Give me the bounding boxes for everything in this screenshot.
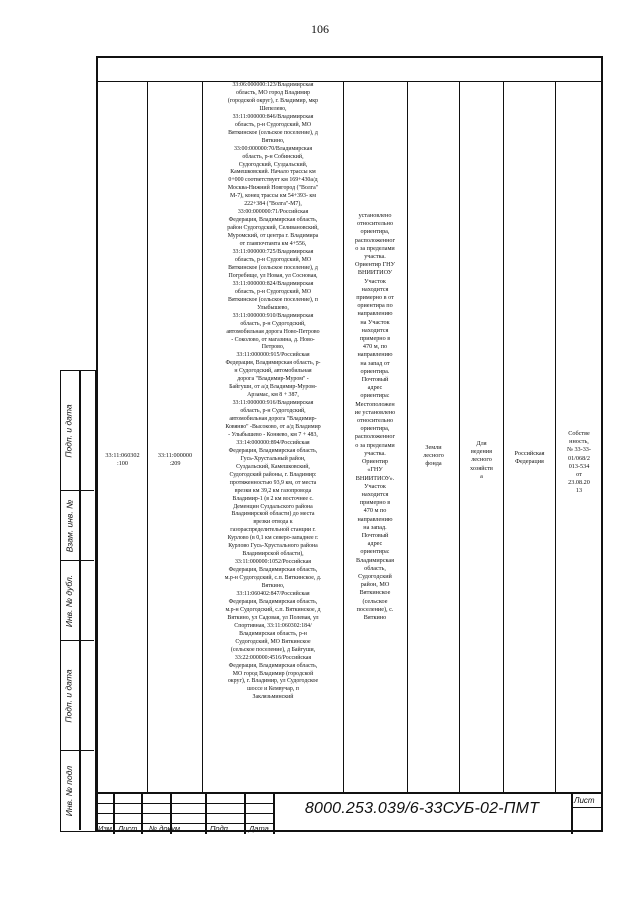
sidebar-label-replace-inv: Взам. инв. № xyxy=(64,499,75,552)
permitted-use-cell: Для ведения лесного хозяйств а xyxy=(470,440,493,480)
sidebar-label-orig-inv: Инв. № подл xyxy=(64,765,75,816)
col-divider xyxy=(503,82,504,792)
page-number: 106 xyxy=(311,22,329,36)
address-list-cell: 33:06:000000:123/Владимирская область, МО город Владимир (городской округ), г. Владимир, мкр Шепелево, 33:11:000000:846/Владимирская область, р-н Судогодский, МО Вяткинское (сельское поселение), д Вяткино, 33:00:000000:70/Владимирская область, р-н Собинский, Судогодский, Суздальский, Камешковский. Начало трассы км 0+000 соответствует км 169+430а/д Москва-Нижний Новгород ("Волга" М-7), конец трассы км 54+393- км 222+384 ("Волга"-М7), 33:00:000000:71/Российская Федерация, Владимирская область, район Судогодский, Селивановский, Муромский, от центра г. Владимира от главпочтамта км 4+556, 33:11:000000:725/Владимирская область, р-н Судогодский, МО Вяткинское (сельское поселение), д Погребище, ул Новая, ул Сосновая, 33:11:000000:824/Владимирская область, р-н Судогодский, МО Вяткинское (сельское поселение), п Улыбышево, 33:11:000000:910/Владимирская область, р-н Судогодский, автомобильная дорога Ново-Петрово - Соколово, от магазина, д. Ново- Петрово, 33:11:000000:915/Российская Федерация, Владимирская область, р- н Судогодский, автомобильная дорога "Владимир-Муром" - Байгуши, от а/д Владимир-Муром- Арзамас, км 8 + 387, 33:11:000000:916/Владимирская область, р-н Судогодский, автомобильная дорога "Владимир- Ковянво" -Высоково, от а/д Владимир - Улыбышево - Коняево, км 7 + 483, 33:14:000000:894/Российская Федерация, Владимирская область, Гусь-Хрустальный район, Суздальский, Камешковский, Судогодский районы, г. Владимир: протяженностью 93,9 км, от места врезки км 39,2 км газопровода Владимир-1 (в 2 км восточнее с. Деменцин Суздальского района Владимирской области) до места врезки отвода к газораспределительной станции г. Курлово (в 0,1 км северо-западнее г. Курлово Гусь-Хрустального района Владимирской области), 33:11:000000:1052/Российская Федерация, Владимирская область, м.р-н Судогодский, с.п. Вяткинское, д. Вяткино, 33:11:060402:847/Российская Федерация, Владимирская область, м.р-н Судогодский, с.п. Вяткинское, д Вяткино, ул Садовая, ул Полевая, ул Спортивная, 33:11:060302:184/ Владимирская область, р-н Судогодский, МО Вяткинское (сельское поселение), д Байгуши, 33:22:000000:4516/Российская Федерация, Владимирская область, МО город Владимир (городской округ), г. Владимир, ул Судогодское шоссе и Кемвучар, п Заклязьминский xyxy=(224,82,322,701)
sheet-label: Лист xyxy=(574,796,595,805)
cadastral-number-cell: 33:11:060302 :100 xyxy=(105,452,140,468)
document-code: 8000.253.039/6-33СУБ-02-ПМТ xyxy=(304,800,540,817)
title-block xyxy=(96,792,603,834)
location-description-cell: установлено относительно ориентира, расположенног о за пределами участка. Ориентир ГНУ ВНИИТИОУ Участок находится примерно в от ориентира по направлению на Участок находится примерно в 470 м, по направлению на запад от ориентира. Почтовый адрес ориентира: Местоположен ие установлено относительно ориентира, расположенног о за пределами участка. Ориентир «ГНУ ВНИИТИОУ». Участок находится примерно в 470 м по направлению на запад. Почтовый адрес ориентира: Владимирская область, Судогодский район, МО Вяткинское (сельское поселение), с. Вяткино xyxy=(354,212,396,621)
stamp-label-data: Дата xyxy=(249,824,269,833)
table-top-line xyxy=(96,81,603,82)
sidebar-label-dup-inv: Инв. № дубл. xyxy=(64,574,74,627)
col-divider xyxy=(407,82,408,792)
land-category-cell: Земли лесного фонда xyxy=(423,444,444,468)
sidebar-label-sign-date-1: Подп. и дата xyxy=(64,403,74,458)
stamp-label-izm: Изм xyxy=(98,824,112,833)
sidebar-label-sign-date-2: Подп. и дата xyxy=(64,668,74,723)
col-divider xyxy=(202,82,203,792)
sidebar-row-4 xyxy=(61,641,94,751)
col-divider xyxy=(459,82,460,792)
parent-cadastral-number-cell: 33:11:000000 :209 xyxy=(157,452,193,468)
sidebar-row-1 xyxy=(61,371,94,491)
stamp-label-doc: № докум. xyxy=(149,824,183,833)
sidebar-row-3 xyxy=(61,561,94,641)
sidebar-row-5 xyxy=(61,751,94,830)
approval-sidebar xyxy=(60,370,96,832)
stamp-label-list: Лист xyxy=(118,824,138,833)
stamp-label-podp: Подп. xyxy=(210,824,230,833)
right-registration-cell: Собстве нность, № 33-33- 01/068/2 013-534 от 23.08.20 13 xyxy=(567,430,591,495)
owner-cell: Российская Федерация xyxy=(514,450,545,466)
sidebar-row-2 xyxy=(61,491,94,561)
col-divider xyxy=(147,82,148,792)
